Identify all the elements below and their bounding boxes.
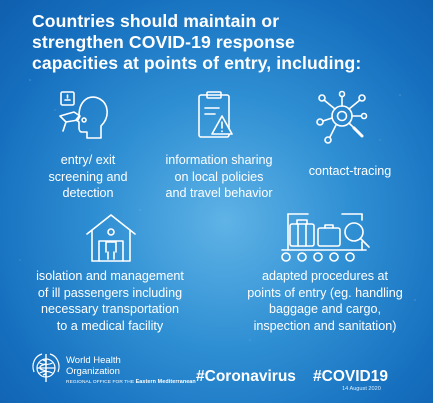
item-procedures-label	[230, 268, 420, 334]
item-isolation-line: isolation and management	[36, 269, 184, 283]
headline	[32, 11, 427, 74]
who-name-line: World Health	[66, 355, 121, 366]
item-info-sharing-line: and travel behavior	[165, 186, 273, 200]
who-region-name: Eastern Mediterranean	[135, 379, 196, 385]
publish-date: 14 August 2020	[342, 386, 381, 392]
baggage-inspection-icon	[278, 212, 386, 264]
who-region-label	[66, 379, 196, 386]
item-screening-line: detection	[62, 186, 114, 200]
item-info-sharing-line: information sharing	[165, 153, 273, 167]
isolation-house-icon	[84, 212, 138, 264]
item-contact-tracing-label	[300, 163, 400, 180]
item-procedures-line: inspection and sanitation)	[253, 318, 397, 333]
item-screening-line: entry/ exit	[60, 153, 116, 167]
network-magnifier-icon	[314, 90, 370, 146]
item-info-sharing-label	[150, 152, 288, 202]
headline-line-2: strengthen COVID-19 response	[32, 32, 295, 52]
item-procedures-line: baggage and cargo,	[268, 302, 382, 316]
item-screening-label	[28, 152, 148, 202]
item-isolation-line: to a medical facility	[56, 318, 164, 333]
headline-line-3: capacities at points of entry, including:	[32, 53, 362, 73]
who-wordmark	[66, 356, 196, 386]
item-procedures-line: adapted procedures at	[261, 269, 389, 283]
who-region-prefix: REGIONAL OFFICE FOR THE	[66, 380, 135, 385]
who-name-line: Organization	[66, 365, 120, 377]
hashtag-covid19[interactable]: #COVID19	[313, 368, 388, 385]
item-contact-tracing-line: contact-tracing	[308, 164, 392, 178]
item-info-sharing-line: on local policies	[174, 169, 264, 184]
hashtag-coronavirus[interactable]: #Coronavirus	[196, 368, 296, 385]
headline-line-1: Countries should maintain or	[32, 11, 280, 31]
item-screening-line: screening and	[48, 169, 128, 184]
item-isolation-line: of ill passengers including	[37, 285, 183, 300]
clipboard-warning-icon	[196, 90, 242, 142]
item-isolation-label	[20, 268, 200, 334]
item-procedures-line: points of entry (eg. handling	[247, 285, 403, 300]
item-isolation-line: necessary transportation	[41, 302, 179, 316]
who-emblem-logo	[30, 352, 62, 384]
thermometer-screening-icon	[58, 90, 114, 146]
